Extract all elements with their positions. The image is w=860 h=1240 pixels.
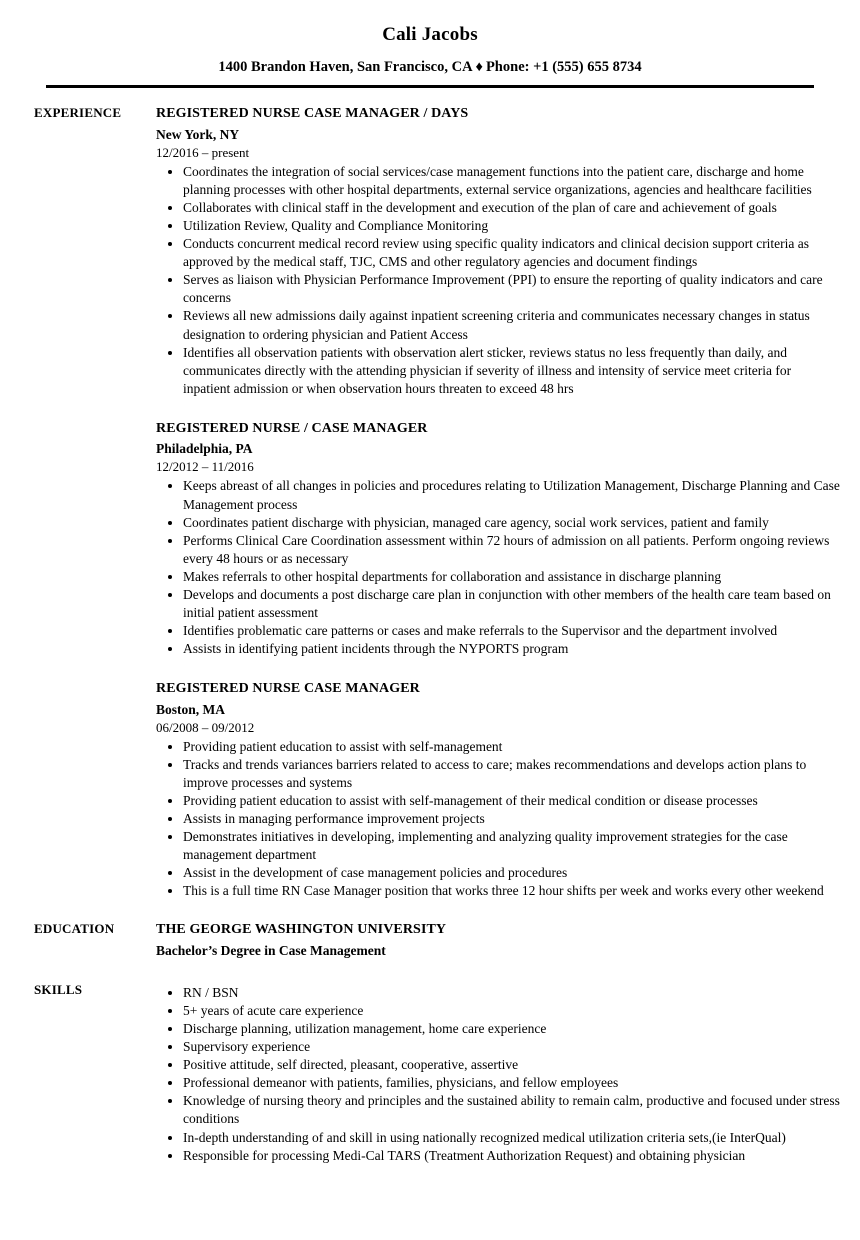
- resume-header: [0, 0, 860, 88]
- job-bullet: Utilization Review, Quality and Compliance Monitoring: [156, 217, 840, 235]
- skill-bullet: Positive attitude, self directed, pleasant, cooperative, assertive: [156, 1056, 840, 1074]
- diamond-separator-icon: ♦: [475, 58, 483, 75]
- job-dates: 06/2008 – 09/2012: [156, 719, 255, 735]
- contact-phone: Phone: +1 (555) 655 8734: [485, 58, 642, 75]
- job-dates: 12/2012 – 11/2016: [156, 459, 254, 475]
- candidate-name: Cali Jacobs: [382, 24, 478, 45]
- job-bullet: Identifies problematic care patterns or cases and make referrals to the Supervisor and the department involved: [156, 622, 840, 640]
- job-bullet: This is a full time RN Case Manager position that works three 12 hour shifts per week and works every other weekend: [156, 882, 840, 900]
- job-bullet-list: [156, 163, 840, 398]
- job-location: Boston, MA: [156, 701, 226, 717]
- job-title: REGISTERED NURSE CASE MANAGER / DAYS: [156, 106, 469, 122]
- contact-address: 1400 Brandon Haven, San Francisco, CA: [218, 58, 473, 75]
- job-bullet: Demonstrates initiatives in developing, implementing and analyzing quality improvement strategies for the case management department: [156, 828, 840, 864]
- job-title: REGISTERED NURSE CASE MANAGER: [156, 681, 420, 697]
- job-bullet: Identifies all observation patients with observation alert sticker, reviews status no less frequently than daily, and communicates directly with the attending physician if severity of illness and intensity of service meet criteria for inpatient admission or when observation hours threaten to exceed 48 hrs: [156, 344, 840, 398]
- job-bullet: Collaborates with clinical staff in the development and execution of the plan of care and achievement of goals: [156, 199, 840, 217]
- job-bullet: Makes referrals to other hospital departments for collaboration and assistance in discharge planning: [156, 568, 840, 586]
- job-bullet: Coordinates the integration of social services/case management functions into the patient care, discharge and home planning processes with other hospital departments, external service organizations, agencies and healthcare facilities: [156, 163, 840, 199]
- skill-bullet: Responsible for processing Medi-Cal TARS (Treatment Authorization Request) and obtaining physician: [156, 1147, 840, 1165]
- job-bullet: Assists in identifying patient incidents through the NYPORTS program: [156, 640, 840, 658]
- job-bullet: Performs Clinical Care Coordination assessment within 72 hours of admission on all patients. Perform ongoing reviews every 48 hours or as necessary: [156, 532, 840, 568]
- skill-bullet: Discharge planning, utilization management, home care experience: [156, 1020, 840, 1038]
- skills-list: [156, 982, 840, 1165]
- education-list: [156, 921, 840, 960]
- skills-section-label: SKILLS: [34, 981, 83, 997]
- job-bullet-list: [156, 738, 840, 901]
- job-location: Philadelphia, PA: [156, 441, 253, 457]
- skill-bullet: Supervisory experience: [156, 1038, 840, 1056]
- job-bullet-list: [156, 477, 840, 658]
- job-title: REGISTERED NURSE / CASE MANAGER: [156, 420, 428, 436]
- job-bullet: Tracks and trends variances barriers related to access to care; makes recommendations and develops action plans to improve processes and systems: [156, 756, 840, 792]
- skill-bullet: In-depth understanding of and skill in using nationally recognized medical utilization criteria sets,(ie InterQual): [156, 1129, 840, 1147]
- job-bullet: Assists in managing performance improvement projects: [156, 810, 840, 828]
- skills-bullet-list: [156, 984, 840, 1165]
- job-bullet: Reviews all new admissions daily against inpatient screening criteria and communicates necessary changes in status designation to ordering physician and Patient Access: [156, 307, 840, 343]
- education-section: [0, 921, 860, 960]
- job-bullet: Providing patient education to assist with self-management of their medical condition or disease processes: [156, 792, 840, 810]
- education-school: THE GEORGE WASHINGTON UNIVERSITY: [156, 921, 447, 937]
- job-entry: [156, 105, 840, 398]
- header-divider: [46, 85, 814, 88]
- job-entry: [156, 680, 840, 900]
- job-bullet: Coordinates patient discharge with physician, managed care agency, social work services, patient and family: [156, 514, 840, 532]
- contact-line: [0, 59, 860, 76]
- experience-section: [0, 105, 860, 900]
- job-bullet: Assist in the development of case management policies and procedures: [156, 864, 840, 882]
- skill-bullet: 5+ years of acute care experience: [156, 1002, 840, 1020]
- job-bullet: Serves as liaison with Physician Performance Improvement (PPI) to ensure the reporting of quality indicators and care concerns: [156, 271, 840, 307]
- skill-bullet: Knowledge of nursing theory and principles and the sustained ability to remain calm, productive and focused under stress conditions: [156, 1092, 840, 1128]
- job-bullet: Develops and documents a post discharge care plan in conjunction with other members of the health care team based on initial patient assessment: [156, 586, 840, 622]
- job-bullet: Providing patient education to assist with self-management: [156, 738, 840, 756]
- job-bullet: Conducts concurrent medical record review using specific quality indicators and clinical decision support criteria as approved by the medical staff, TJC, CMS and other regulatory agencies and document findings: [156, 235, 840, 271]
- job-entry: [156, 420, 840, 658]
- skills-section: [0, 982, 860, 1165]
- education-degree: Bachelor’s Degree in Case Management: [156, 943, 386, 959]
- education-section-label: EDUCATION: [34, 920, 115, 936]
- job-location: New York, NY: [156, 126, 240, 142]
- skill-bullet: RN / BSN: [156, 984, 840, 1002]
- experience-section-label: EXPERIENCE: [34, 105, 122, 121]
- skill-bullet: Professional demeanor with patients, families, physicians, and fellow employees: [156, 1074, 840, 1092]
- experience-list: [156, 105, 840, 900]
- job-dates: 12/2016 – present: [156, 144, 250, 160]
- job-bullet: Keeps abreast of all changes in policies and procedures relating to Utilization Management, Discharge Planning and Case Management process: [156, 477, 840, 513]
